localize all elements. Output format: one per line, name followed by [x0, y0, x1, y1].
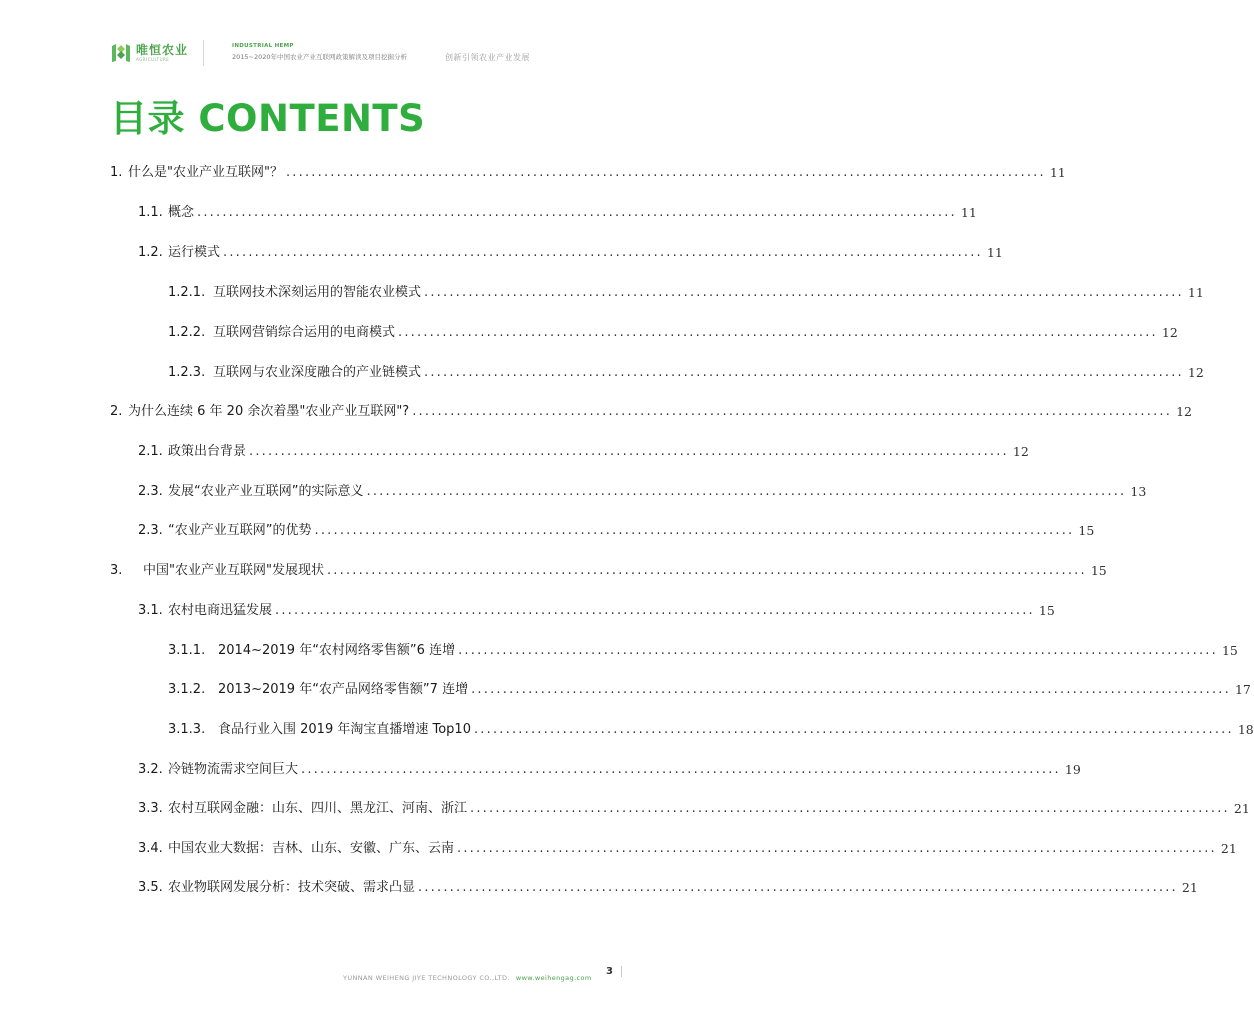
toc-entry[interactable]: [138, 444, 1029, 460]
toc-entry-title: 农村互联网金融：山东、四川、黑龙江、河南、浙江: [168, 801, 468, 816]
toc-entry-number: 1.: [110, 165, 123, 180]
toc-entry-number: 1.2.1.: [168, 285, 206, 300]
toc-entry-number: 3.3.: [138, 801, 163, 816]
footer-divider: [621, 966, 622, 977]
toc-entry[interactable]: [110, 165, 1066, 181]
toc-leader-dots: ........................................................................................................................: [285, 165, 1046, 180]
toc-entry-title: 农村电商迅猛发展: [168, 603, 273, 618]
toc-entry-title: 互联网与农业深度融合的产业链模式: [213, 365, 422, 380]
leaf-logo-icon: [110, 42, 132, 64]
toc-entry-page: 12: [1187, 365, 1204, 380]
toc-entry-title: 农业物联网发展分析：技术突破、需求凸显: [168, 880, 416, 895]
page-number: 3: [606, 966, 613, 977]
toc-entry-title: “农业产业互联网”的优势: [168, 523, 312, 538]
toc-entry-title: 互联网技术深刻运用的智能农业模式: [213, 285, 422, 300]
footer-company: YUNNAN WEIHENG JIYE TECHNOLOGY CO.,LTD.: [343, 974, 510, 982]
toc-entry[interactable]: [168, 682, 1251, 698]
toc-leader-dots: ........................................................................................................................: [412, 404, 1173, 419]
toc-entry[interactable]: [138, 603, 1055, 619]
toc-leader-dots: ........................................................................................................................: [301, 762, 1061, 777]
header-report-title: 2015~2020年中国农业产业互联网政策解读及项目挖掘分析: [232, 52, 408, 61]
toc-leader-dots: ........................................................................................................................: [326, 563, 1087, 578]
toc-entry-number: 3.5.: [138, 880, 163, 895]
toc-leader-dots: ........................................................................................................................: [470, 801, 1230, 816]
toc-entry-number: 1.2.: [138, 245, 163, 260]
toc-entry-number: 1.2.3.: [168, 365, 206, 380]
toc-leader-dots: ........................................................................................................................: [424, 365, 1184, 380]
toc-entry-page: 21: [1220, 841, 1237, 856]
toc-entry[interactable]: [110, 563, 1107, 579]
toc-entry[interactable]: [138, 801, 1250, 817]
toc-entry-title: 概念: [168, 205, 195, 220]
toc-entry-number: 3.1.2.: [168, 682, 206, 697]
toc-entry-title: 中国"农业产业互联网"发展现状: [143, 563, 324, 578]
toc-leader-dots: ........................................................................................................................: [471, 682, 1231, 697]
logo-subtitle: AGRICULTURE: [136, 57, 170, 62]
header-divider: [203, 40, 204, 66]
toc-leader-dots: ........................................................................................................................: [275, 603, 1035, 618]
toc-entry-title: 什么是"农业产业互联网"？: [128, 165, 283, 180]
toc-entry[interactable]: [168, 643, 1238, 659]
toc-entry[interactable]: [168, 722, 1254, 738]
toc-entry[interactable]: [138, 484, 1147, 500]
toc-entry-title: 2014~2019 年“农村网络零售额”6 连增: [218, 643, 456, 658]
toc-entry-page: 12: [1176, 404, 1192, 419]
toc-entry-number: 2.1.: [138, 444, 163, 459]
page-title: 目录 CONTENTS: [110, 97, 426, 140]
toc-entry-number: 3.2.: [138, 762, 163, 777]
toc-entry[interactable]: [138, 880, 1198, 896]
toc-entry-page: 11: [1187, 285, 1204, 300]
logo-name: 唯恒农业: [136, 43, 189, 57]
toc-entry-number: 3.1.1.: [168, 643, 206, 658]
toc-entry[interactable]: [168, 325, 1178, 341]
toc-entry-page: 11: [960, 205, 977, 220]
toc-leader-dots: ........................................................................................................................: [223, 245, 983, 260]
toc-entry-page: 18: [1237, 722, 1254, 737]
toc-entry-title: 食品行业入围 2019 年淘宝直播增速 Top10: [218, 722, 471, 737]
toc-entry-number: 1.2.2.: [168, 325, 206, 340]
toc-entry-number: 3.1.3.: [168, 722, 206, 737]
toc-entry-page: 15: [1038, 603, 1055, 618]
toc-entry-number: 3.: [110, 563, 123, 578]
toc-entry-page: 15: [1090, 563, 1107, 578]
toc-entry-page: 17: [1234, 682, 1251, 697]
toc-entry-number: 1.1.: [138, 205, 163, 220]
toc-entry[interactable]: [138, 841, 1237, 857]
toc-leader-dots: ........................................................................................................................: [366, 484, 1127, 499]
toc-entry-page: 13: [1130, 484, 1147, 499]
toc-leader-dots: ........................................................................................................................: [418, 880, 1178, 895]
toc-entry-number: 3.4.: [138, 841, 163, 856]
toc-entry[interactable]: [138, 205, 977, 221]
toc-leader-dots: ........................................................................................................................: [249, 444, 1009, 459]
footer-url[interactable]: www.weihengag.com: [515, 974, 592, 982]
header-tag: INDUSTRIAL HEMP: [232, 43, 294, 49]
toc-entry-title: 政策出台背景: [168, 444, 247, 459]
toc-entry[interactable]: [110, 404, 1192, 420]
toc-leader-dots: ........................................................................................................................: [314, 523, 1075, 538]
toc-entry-page: 15: [1221, 643, 1238, 658]
header-slogan: 创新引领农业产业发展: [445, 53, 530, 62]
toc-leader-dots: ........................................................................................................................: [458, 643, 1218, 658]
toc-entry-title: 2013~2019 年“农产品网络零售额”7 连增: [218, 682, 469, 697]
toc-entry-page: 21: [1233, 801, 1250, 816]
toc-entry-page: 12: [1012, 444, 1029, 459]
toc-entry-page: 19: [1064, 762, 1081, 777]
toc-leader-dots: ........................................................................................................................: [457, 841, 1217, 856]
toc-leader-dots: ........................................................................................................................: [398, 325, 1158, 340]
toc-entry[interactable]: [138, 245, 1003, 261]
toc-entry-page: 12: [1161, 325, 1178, 340]
toc-entry[interactable]: [168, 285, 1204, 301]
toc-entry[interactable]: [138, 762, 1081, 778]
toc-entry-title: 发展“农业产业互联网”的实际意义: [168, 484, 364, 499]
toc-leader-dots: ........................................................................................................................: [424, 285, 1184, 300]
company-logo: [110, 42, 188, 64]
toc-entry-title: 运行模式: [168, 245, 221, 260]
toc-entry-title: 互联网营销综合运用的电商模式: [213, 325, 396, 340]
toc-entry[interactable]: [168, 365, 1204, 381]
toc-entry-title: 中国农业大数据：吉林、山东、安徽、广东、云南: [168, 841, 455, 856]
toc-entry[interactable]: [138, 523, 1095, 539]
toc-entry-number: 2.3.: [138, 523, 163, 538]
toc-entry-page: 15: [1078, 523, 1095, 538]
footer-info: [343, 974, 592, 982]
toc-entry-number: 2.: [110, 404, 123, 419]
toc-entry-page: 11: [1049, 165, 1066, 180]
page-header: [0, 40, 724, 74]
toc-entry-number: 3.1.: [138, 603, 163, 618]
toc-leader-dots: ........................................................................................................................: [197, 205, 957, 220]
toc-entry-number: 2.3.: [138, 484, 163, 499]
toc-entry-title: 冷链物流需求空间巨大: [168, 762, 299, 777]
toc-entry-title: 为什么连续 6 年 20 余次着墨"农业产业互联网"?: [128, 404, 410, 419]
toc-entry-page: 11: [986, 245, 1003, 260]
toc-leader-dots: ........................................................................................................................: [473, 722, 1234, 737]
toc-entry-page: 21: [1181, 880, 1198, 895]
